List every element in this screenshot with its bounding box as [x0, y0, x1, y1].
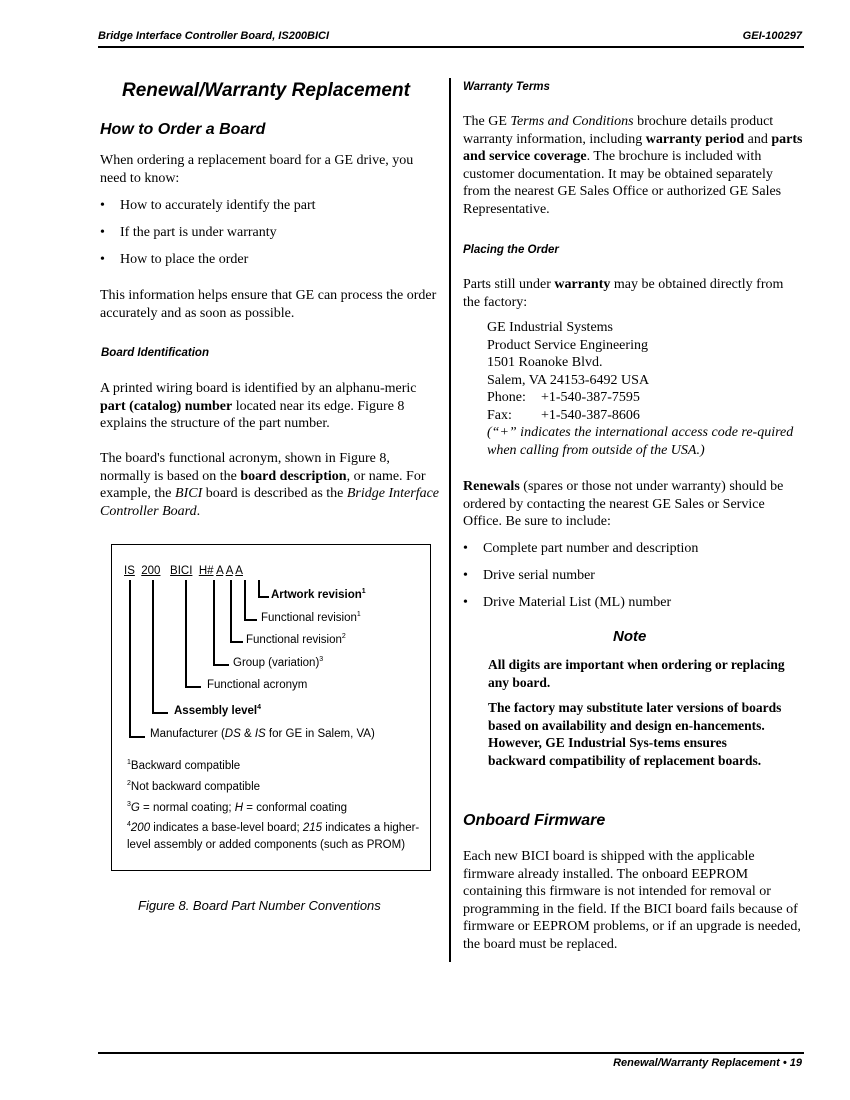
connector-line [129, 736, 145, 738]
figure-footnotes [127, 754, 422, 854]
bullet-icon: • [463, 568, 468, 583]
warranty-terms-paragraph: The GE Terms and Conditions brochure details product warranty information, including warranty period and parts and service coverage. The brochure is included with customer documentation. It may be obtained separately from the nearest GE Sales Office or authorized GE Sales Representative. [463, 114, 803, 217]
connector-line [244, 580, 246, 620]
label-functional-revision-2: Functional revision$^2$ [246, 633, 346, 646]
access-code-note: (“+” indicates the international access code re-quired when calling from outside of the USA.) [487, 425, 794, 458]
connector-line [258, 580, 260, 596]
connector-line [213, 664, 229, 666]
connector-line [129, 580, 131, 737]
footnote-2: $^2$Not backward compatible [127, 779, 261, 793]
connector-line [230, 580, 232, 642]
subheading-board-identification: Board Identification [101, 347, 209, 359]
part-number-example: IS 200 BICI H# A A A [124, 565, 243, 577]
footer-rule [98, 1052, 804, 1054]
board-id-paragraph-1: A printed wiring board is identified by an alphanu-meric part (catalog) number located near its edge. Figure 8 explains the structure of the part number. [100, 381, 417, 431]
document-number: GEI-100297 [742, 30, 802, 42]
subheading-warranty-terms: Warranty Terms [463, 81, 550, 93]
renewals-paragraph: Renewals (spares or those not under warranty) should be ordered by contacting the nearest GE Sales or Service Office. Be sure to include: [463, 479, 784, 529]
connector-line [258, 596, 269, 598]
bullet-icon: • [100, 198, 105, 213]
bullet-icon: • [100, 225, 105, 240]
label-group-variation: Group (variation)$^3$ [233, 656, 324, 669]
footnote-4: $^4$200 indicates a base-level board; 215 indicates a higher-level assembly or added components (such as PROM) [127, 821, 420, 852]
figure-caption: Figure 8. Board Part Number Conventions [138, 898, 381, 913]
page-title: Renewal/Warranty Replacement [122, 80, 410, 101]
firmware-paragraph: Each new BICI board is shipped with the applicable firmware already installed. The onboard EEPROM containing this firmware is not intended for removal or programming in the field. If the BICI board fails because of firmware or EEPROM problems, or if an upgrade is needed, the board must be replaced. [463, 849, 801, 952]
bullet-icon: • [463, 541, 468, 556]
label-functional-acronym: Functional acronym [207, 678, 308, 691]
label-functional-revision-1: Functional revision$^1$ [261, 611, 361, 624]
note-heading: Note [613, 628, 647, 645]
subheading-placing-order: Placing the Order [463, 244, 559, 256]
column-divider [449, 78, 451, 962]
fax-line: Fax: +1-540-387-8606 [487, 407, 640, 423]
connector-line [213, 580, 215, 665]
closing-paragraph: This information helps ensure that GE can process the order accurately and as soon as possible. [100, 288, 437, 321]
header-rule [98, 46, 804, 48]
note-paragraph-2: The factory may substitute later versions of boards based on availability and design en-hancements. However, GE Industrial Sys-tems ensures backward compatibility of replacement boards. [488, 700, 782, 768]
bullet-icon: • [463, 595, 468, 610]
section-heading-onboard-firmware: Onboard Firmware [463, 812, 606, 829]
connector-line [244, 619, 257, 621]
running-header-title: Bridge Interface Controller Board, IS200BICI [98, 30, 330, 42]
label-artwork-revision: Artwork revision$^1$ [271, 588, 366, 601]
phone-line: Phone: +1-540-387-7595 [487, 390, 640, 405]
running-footer: Renewal/Warranty Replacement • 19 [613, 1057, 802, 1069]
connector-line [185, 686, 201, 688]
label-assembly-level: Assembly level$^4$ [174, 704, 262, 717]
bullet-icon: • [100, 252, 105, 267]
note-paragraph-1: All digits are important when ordering or replacing any board. [488, 657, 785, 690]
factory-address: GE Industrial Systems Product Service Engineering 1501 Roanoke Blvd. Salem, VA 24153-6492 USA Phone: +1-540-387-7595 Fax: +1-540-387-8606 (“+” indicates the international access code re-quired when calling from outside of the USA.) [487, 319, 807, 459]
intro-paragraph: When ordering a replacement board for a GE drive, you need to know: [100, 153, 414, 186]
footnote-1: $^1$Backward compatible [127, 759, 241, 772]
section-heading-how-to-order: How to Order a Board [100, 121, 266, 138]
connector-line [152, 580, 154, 713]
footnote-3: $^3$G = normal coating; H = conformal coating [127, 800, 347, 814]
connector-line [185, 580, 187, 687]
label-manufacturer: Manufacturer (DS & IS for GE in Salem, VA) [150, 728, 375, 740]
connector-line [152, 712, 168, 714]
connector-line [230, 641, 243, 643]
placing-order-paragraph: Parts still under warranty may be obtained directly from the factory: [463, 277, 784, 310]
board-id-paragraph-2: The board's functional acronym, shown in Figure 8, normally is based on the board description, or name. For example, the BICI board is described as the Bridge Interface Controller Board. [100, 451, 440, 519]
